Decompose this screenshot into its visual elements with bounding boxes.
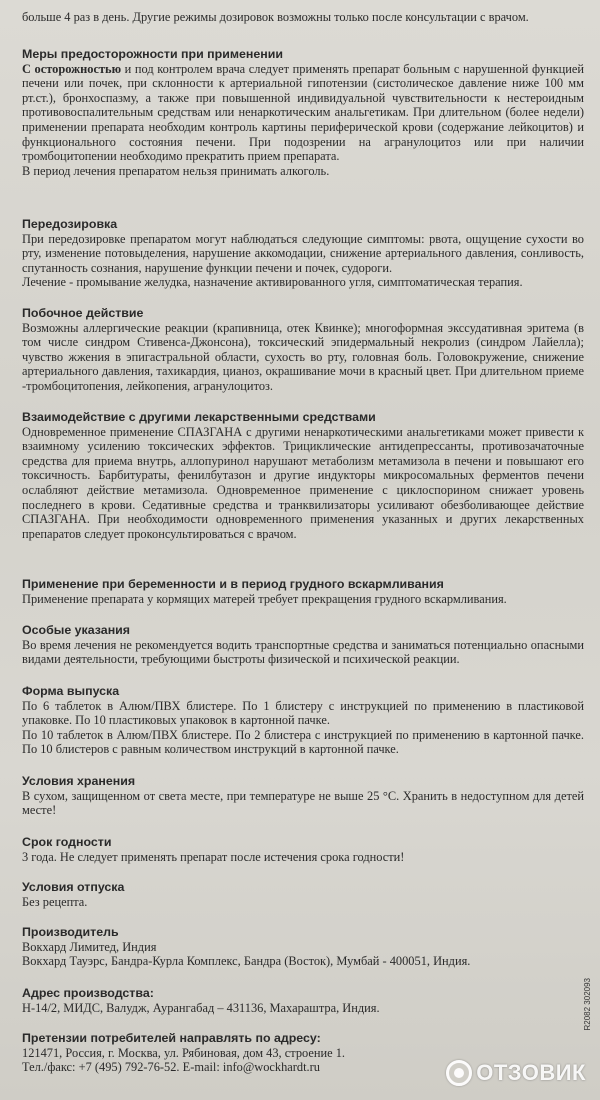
section-shelf-life — [22, 835, 584, 864]
section-form — [22, 684, 584, 757]
section-paragraph: Лечение - промывание желудка, назначение активированного угля, симптоматическая терапия. — [22, 275, 523, 290]
section-paragraph: Одновременное применение СПАЗГАНА с другими ненаркотическими анальгетиками может привести к взаимному усилению токсических эффектов. Трициклические антидепрессанты, противозачаточные средства для приема внутрь, аллопуринол нарушают метаболизм метамизола в печени и повышают его токсичность. Барбитураты, фенилбутазон и другие индукторы микросомальных ферментов печени ослабляют действие метамизола. Одновременное применение с циклоспорином снижает уровень последнего в крови. Седативные средства и транквилизаторы усиливают обезболивающее действие СПАЗГАНА. При необходимости одновременного применения указанных и других лекарственных препаратов следует проконсультироваться с врачом. — [22, 424, 584, 541]
section-paragraph: В сухом, защищенном от света месте, при температуре не выше 25 °С. Хранить в недоступном для детей месте! — [22, 788, 584, 818]
section-paragraph: Без рецепта. — [22, 894, 88, 909]
section-title: Форма выпуска — [22, 684, 120, 698]
section-title: Побочное действие — [22, 306, 144, 320]
section-paragraph: 121471, Россия, г. Москва, ул. Рябиновая, дом 43, строение 1. — [22, 1045, 346, 1060]
section-paragraph: Возможны аллергические реакции (крапивница, отек Квинке); многоформная экссудативная эритема (в том числе синдром Стивенса-Джонсона), токсический эпидермальный некролиз (синдром Лайелла); чувство жжения в эпигастральной области, сухость во рту, головная боль. Головокружение, снижение артериального давления, тахикардия, цианоз, окрашивание мочи в красный цвет. При длительном приеме -тромбоцитопения, лейкопения, агранулоцитоз. — [22, 320, 584, 393]
section-side-effects — [22, 306, 584, 394]
section-title: Условия хранения — [22, 774, 136, 788]
section-production-address — [22, 986, 584, 1015]
section-interactions — [22, 410, 584, 541]
precautions-text: и под контролем врача следует применять препарат больным с нарушенной функцией печени или почек, при склонности к артериальной гипотензии (систолическое давление ниже 100 мм рт.ст.), бронхоспазму, а также при повышенной индивидуальной чувствительности к нестероидным противовоспалительным средствам или ненаркотическим анальгетикам. При длительном (более недели) применении препарата необходим контроль картины периферической крови (содержание лейкоцитов) и функционального состояния печени. При подозрении на агранулоцитоз или при наличии тромбоцитопении необходимо прекратить прием препарата. — [22, 61, 584, 164]
section-title: Применение при беременности и в период грудного вскармливания — [22, 577, 444, 591]
section-paragraph: По 10 таблеток в Алюм/ПВХ блистере. По 2 блистера с инструкцией по применению в картонной пачке. По 10 блистеров с равным количеством инструкций в картонной пачке. — [22, 727, 584, 757]
section-paragraph: При передозировке препаратом могут наблюдаться следующие симптомы: рвота, ощущение сухости во рту, изменение потовыделения, нарушение аккомодации, снижение артериального давления, сонливость, спутанность сознания, нарушение функции печени и почек, судороги. — [22, 231, 584, 275]
section-title: Условия отпуска — [22, 880, 125, 894]
section-paragraph: 3 года. Не следует применять препарат после истечения срока годности! — [22, 849, 405, 864]
section-paragraph: Применение препарата у кормящих матерей требует прекращения грудного вскармливания. — [22, 591, 507, 606]
section-title: Адрес производства: — [22, 986, 154, 1000]
section-paragraph: Вокхард Лимитед, Индия — [22, 939, 157, 954]
section-title: Взаимодействие с другими лекарственными средствами — [22, 410, 376, 424]
section-paragraph: Вокхард Тауэрс, Бандра-Курла Комплекс, Бандра (Восток), Мумбай - 400051, Индия. — [22, 954, 471, 969]
intro-text — [22, 10, 584, 25]
otzovik-watermark — [446, 1060, 586, 1086]
section-title: Претензии потребителей направлять по адресу: — [22, 1031, 321, 1045]
section-storage — [22, 774, 584, 818]
section-title: Срок годности — [22, 835, 112, 849]
section-paragraph: По 6 таблеток в Алюм/ПВХ блистере. По 1 блистеру с инструкцией по применению в пластиковой упаковке. По 10 пластиковых упаковок в картонной пачке. — [22, 698, 584, 728]
section-title: Производитель — [22, 925, 119, 939]
section-pregnancy — [22, 577, 584, 606]
section-paragraph: Во время лечения не рекомендуется водить транспортные средства и заниматься потенциально опасными видами деятельности, требующими быстроты физической и психической реакции. — [22, 637, 584, 667]
section-title: Передозировка — [22, 217, 118, 231]
section-title: Особые указания — [22, 623, 131, 637]
section-special — [22, 623, 584, 667]
section-title: Меры предосторожности при применении — [22, 47, 283, 61]
watermark-text: ОТЗОВИК — [476, 1060, 586, 1085]
section-overdose — [22, 217, 584, 290]
batch-code: R2082 302093 — [583, 977, 592, 1030]
section-dispensing — [22, 880, 584, 909]
otzovik-logo-icon — [446, 1060, 472, 1086]
section-paragraph — [22, 62, 584, 164]
section-paragraph: Тел./факс: +7 (495) 792-76-52. E-mail: info@wockhardt.ru — [22, 1060, 320, 1075]
section-paragraph: В период лечения препаратом нельзя принимать алкоголь. — [22, 163, 330, 178]
caution-lead: С осторожностью — [22, 61, 122, 76]
section-manufacturer — [22, 925, 584, 969]
intro-paragraph: больше 4 раз в день. Другие режимы дозировок возможны только после консультации с врачом. — [22, 10, 529, 24]
section-paragraph: Н-14/2, МИДС, Валудж, Аурангабад – 431136, Махараштра, Индия. — [22, 1000, 380, 1015]
section-precautions — [22, 47, 584, 178]
